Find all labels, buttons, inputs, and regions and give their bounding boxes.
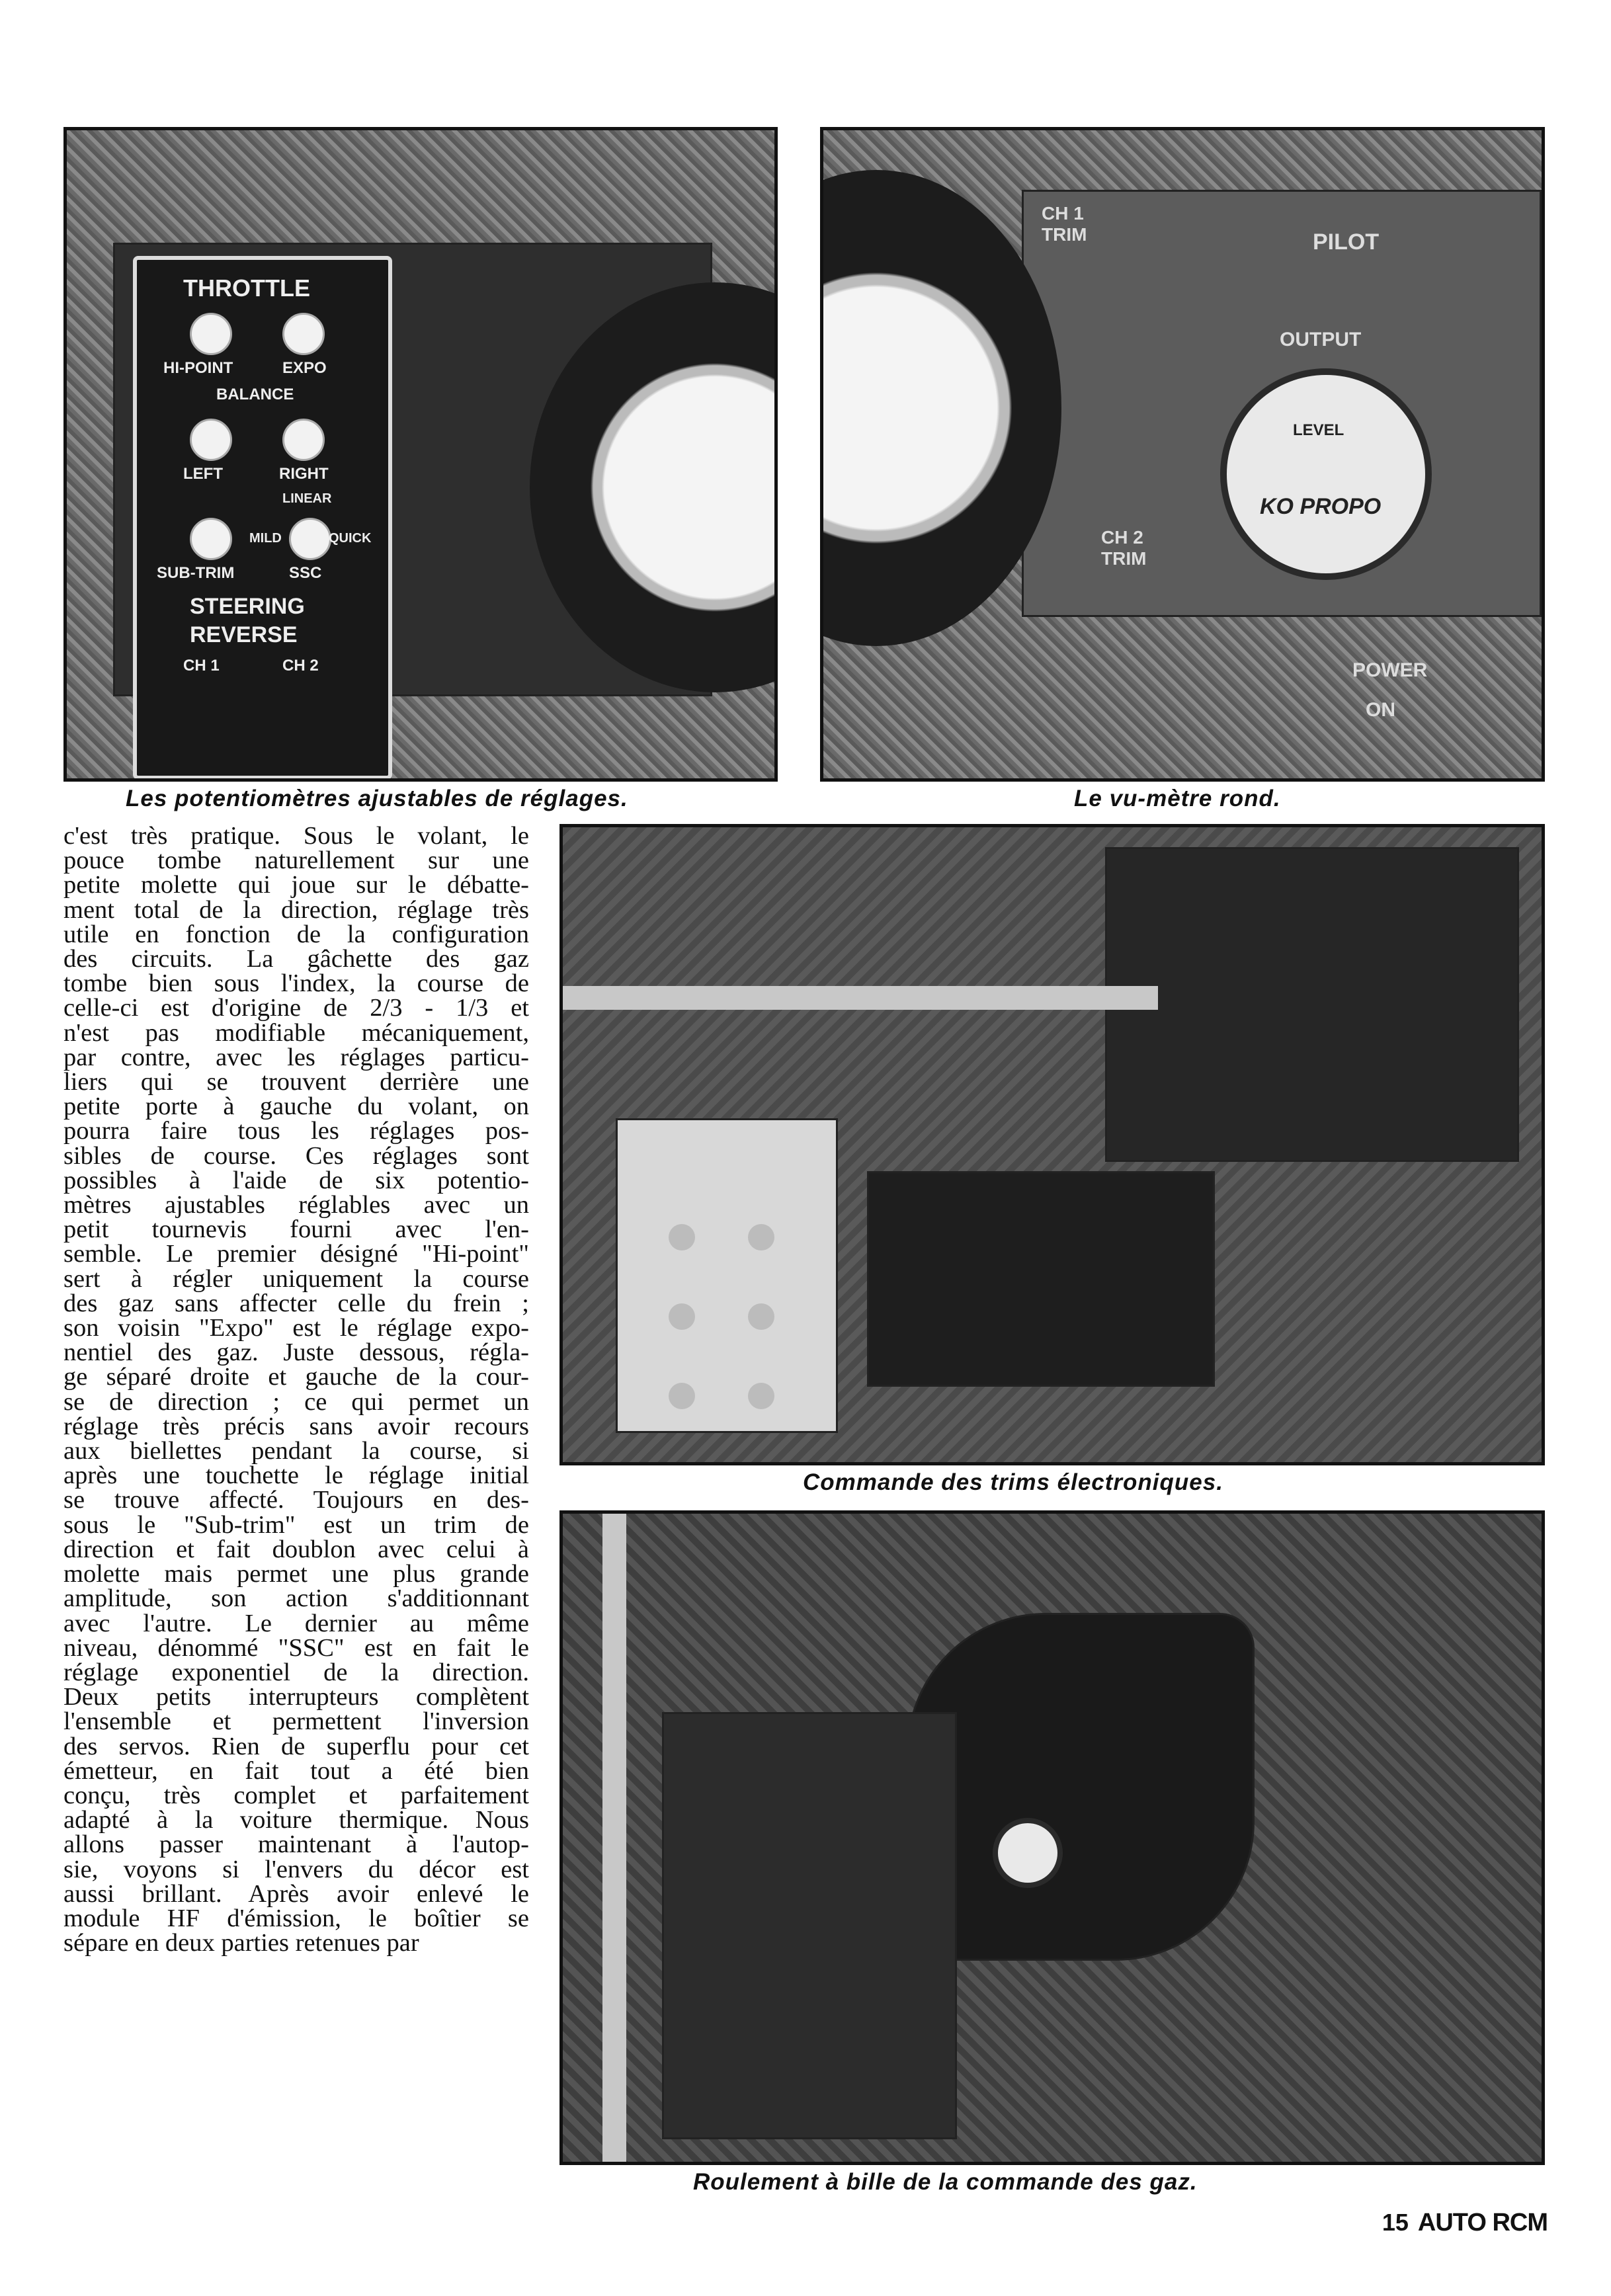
- meter-power-label: POWER: [1352, 659, 1428, 681]
- body-line: des servos. Rien de superflu pour cet: [63, 1732, 529, 1760]
- meter-brand-label: KO PROPO: [1260, 494, 1382, 519]
- trim-mechanism: [867, 1171, 1215, 1387]
- body-line: réglage très précis sans avoir recours: [63, 1412, 529, 1440]
- body-line: liers qui se trouvent derrière une: [63, 1068, 529, 1096]
- body-line: se trouve affecté. Toujours en des-: [63, 1486, 529, 1514]
- page-number: 15: [1382, 2209, 1409, 2236]
- page-footer: [1382, 2209, 1548, 2237]
- body-line: petite porte à gauche du volant, on: [63, 1092, 529, 1121]
- body-line: direction et fait doublon avec celui à: [63, 1535, 529, 1563]
- adjustment-panel: [133, 256, 392, 780]
- caption-vu-meter: Le vu-mètre rond.: [1074, 786, 1281, 811]
- panel-linear-label: LINEAR: [282, 491, 332, 506]
- body-line: conçu, très complet et parfaitement: [63, 1781, 529, 1809]
- caption-throttle-bearing: Roulement à bille de la commande des gaz.: [693, 2169, 1198, 2195]
- body-line: module HF d'émission, le boîtier se: [63, 1904, 529, 1932]
- body-line: ment total de la direction, réglage très: [63, 895, 529, 924]
- article-body: [63, 824, 529, 1955]
- panel-steering-label: STEERING: [190, 594, 305, 619]
- body-line: possibles à l'aide de six potentio-: [63, 1166, 529, 1194]
- body-line: petite molette qui joue sur le débatte-: [63, 871, 529, 899]
- panel-throttle-label: THROTTLE: [183, 274, 310, 302]
- photo-throttle-bearing: [559, 1510, 1545, 2165]
- body-line: mètres ajustables réglables avec un: [63, 1191, 529, 1219]
- body-line: niveau, dénommé "SSC" est en fait le: [63, 1633, 529, 1662]
- panel-balance-label: BALANCE: [216, 386, 294, 403]
- panel-ch2-label: CH 2: [282, 657, 319, 675]
- panel-expo-label: EXPO: [282, 359, 327, 377]
- panel-sub-trim-label: SUB-TRIM: [157, 564, 235, 582]
- battery-contact: [669, 1303, 695, 1330]
- antenna-rod: [602, 1514, 626, 2165]
- magazine-name: AUTO RCM: [1417, 2209, 1548, 2236]
- body-line: après une touchette le réglage initial: [63, 1461, 529, 1490]
- body-line: utile en fonction de la configuration: [63, 920, 529, 948]
- body-line: sépare en deux parties retenues par: [63, 1929, 419, 1957]
- body-line: son voisin "Expo" est le réglage expo-: [63, 1314, 529, 1342]
- body-line: émetteur, en fait tout a été bien: [63, 1756, 529, 1785]
- body-line: adapté à la voiture thermique. Nous: [63, 1806, 529, 1834]
- photo-electronic-trims: [559, 824, 1545, 1465]
- right-knob: [282, 419, 325, 461]
- body-line: Deux petits interrupteurs complètent: [63, 1683, 529, 1711]
- body-line: par contre, avec les réglages particu-: [63, 1043, 529, 1071]
- ball-bearing: [993, 1818, 1063, 1888]
- body-line: sibles de course. Ces réglages sont: [63, 1141, 529, 1170]
- ssc-knob: [289, 518, 331, 560]
- body-line: l'ensemble et permettent l'inversion: [63, 1707, 529, 1736]
- meter-ch2-trim-label: CH 2 TRIM: [1101, 527, 1147, 569]
- body-line: sous le "Sub-trim" est un trim de: [63, 1510, 529, 1539]
- body-line: allons passer maintenant à l'autop-: [63, 1830, 529, 1859]
- body-line: des gaz sans affecter celle du frein ;: [63, 1289, 529, 1317]
- body-line: des circuits. La gâchette des gaz: [63, 945, 529, 973]
- body-line: réglage exponentiel de la direction.: [63, 1658, 529, 1686]
- pcb-board: [1105, 847, 1519, 1162]
- hi-point-knob: [190, 313, 232, 355]
- body-line: nentiel des gaz. Juste dessous, régla-: [63, 1338, 529, 1367]
- body-line: tombe bien sous l'index, la course de: [63, 969, 529, 998]
- battery-contact: [748, 1383, 774, 1409]
- meter-level-label: LEVEL: [1293, 421, 1344, 439]
- body-line: petit tournevis fourni avec l'en-: [63, 1215, 529, 1244]
- body-line: n'est pas modifiable mécaniquement,: [63, 1018, 529, 1047]
- meter-ch1-trim-label: CH 1 TRIM: [1042, 203, 1087, 245]
- body-line: molette mais permet une plus grande: [63, 1560, 529, 1588]
- panel-right-label: RIGHT: [279, 465, 329, 483]
- panel-left-label: LEFT: [183, 465, 223, 483]
- body-line: aux biellettes pendant la course, si: [63, 1437, 529, 1465]
- throttle-trigger: [907, 1613, 1255, 1961]
- left-knob: [190, 419, 232, 461]
- body-line: celle-ci est d'origine de 2/3 - 1/3 et: [63, 994, 529, 1022]
- panel-hi-point-label: HI-POINT: [163, 359, 233, 377]
- meter-on-label: ON: [1366, 699, 1395, 721]
- body-line: avec l'autre. Le dernier au même: [63, 1609, 529, 1637]
- panel-mild-label: MILD: [249, 531, 282, 546]
- body-line: amplitude, son action s'additionnant: [63, 1584, 529, 1613]
- battery-compartment: [616, 1118, 838, 1433]
- caption-adjustment-panel: Les potentiomètres ajustables de réglages.: [126, 786, 628, 811]
- panel-ssc-label: SSC: [289, 564, 322, 582]
- vu-meter-dial: [1220, 368, 1432, 580]
- body-line: semble. Le premier désigné "Hi-point": [63, 1240, 529, 1268]
- panel-quick-label: QUICK: [329, 531, 372, 546]
- sub-trim-knob: [190, 518, 232, 560]
- battery-contact: [748, 1303, 774, 1330]
- pcb-board: [662, 1712, 957, 2139]
- meter-output-label: OUTPUT: [1280, 329, 1362, 350]
- photo-adjustment-panel: [63, 127, 778, 782]
- battery-contact: [748, 1224, 774, 1250]
- antenna-rod: [563, 986, 1158, 1010]
- body-line: pourra faire tous les réglages pos-: [63, 1117, 529, 1145]
- battery-contact: [669, 1383, 695, 1409]
- caption-electronic-trims: Commande des trims électroniques.: [803, 1469, 1223, 1495]
- body-line: se de direction ; ce qui permet un: [63, 1387, 529, 1416]
- body-line: c'est très pratique. Sous le volant, le: [63, 822, 529, 850]
- photo-vu-meter: [820, 127, 1545, 782]
- body-line: aussi brillant. Après avoir enlevé le: [63, 1879, 529, 1908]
- battery-contact: [669, 1224, 695, 1250]
- panel-ch1-label: CH 1: [183, 657, 220, 675]
- panel-reverse-label: REVERSE: [190, 622, 298, 647]
- body-line: sie, voyons si l'envers du décor est: [63, 1855, 529, 1883]
- meter-pilot-label: PILOT: [1313, 229, 1380, 255]
- body-line: sert à régler uniquement la course: [63, 1264, 529, 1293]
- expo-knob: [282, 313, 325, 355]
- body-line: ge séparé droite et gauche de la cour-: [63, 1363, 529, 1391]
- body-line: pouce tombe naturellement sur une: [63, 846, 529, 875]
